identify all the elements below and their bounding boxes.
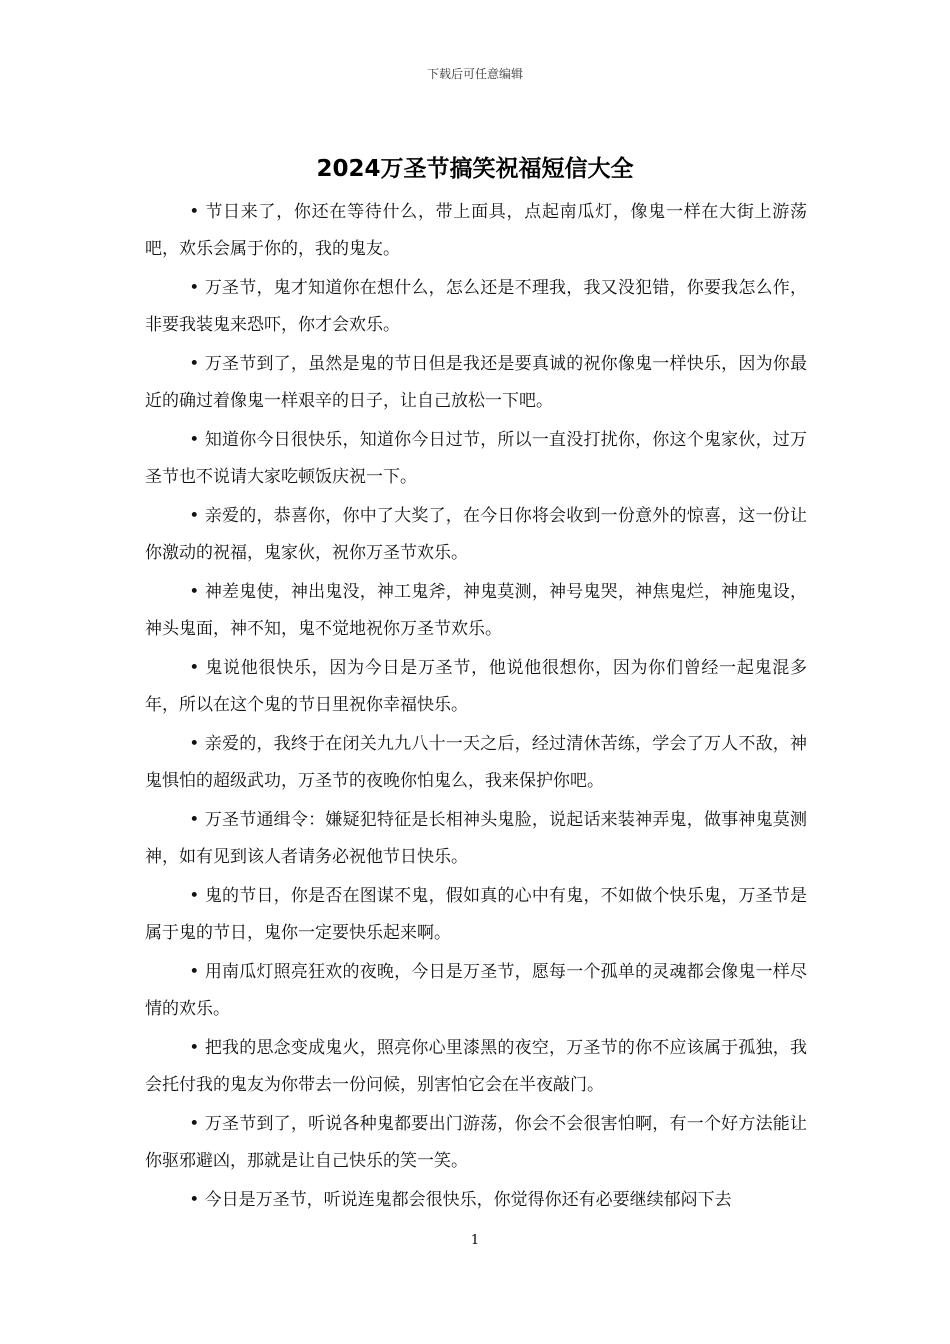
document-title: 2024万圣节搞笑祝福短信大全 [316, 156, 634, 182]
paragraph: • 用南瓜灯照亮狂欢的夜晚，今日是万圣节，愿每一个孤单的灵魂都会像鬼一样尽情的欢乐。 [145, 962, 807, 1019]
paragraph: • 亲爱的，我终于在闭关九九八十一天之后，经过清休苦练，学会了万人不敌，神鬼惧怕的超级武功，万圣节的夜晚你怕鬼么，我来保护你吧。 [145, 734, 807, 791]
paragraph: • 万圣节到了，虽然是鬼的节日但是我还是要真诚的祝你像鬼一样快乐，因为你最近的确过着像鬼一样艰辛的日子，让自己放松一下吧。 [145, 354, 807, 411]
paragraph: • 万圣节通缉令：嫌疑犯特征是长相神头鬼脸，说起话来装神弄鬼，做事神鬼莫测神，如有见到该人者请务必祝他节日快乐。 [145, 810, 807, 867]
paragraph: • 万圣节，鬼才知道你在想什么，怎么还是不理我，我又没犯错，你要我怎么作，非要我装鬼来恐吓，你才会欢乐。 [145, 278, 807, 335]
paragraph: • 万圣节到了，听说各种鬼都要出门游荡，你会不会很害怕啊，有一个好方法能让你驱邪避凶，那就是让自己快乐的笑一笑。 [145, 1114, 807, 1171]
paragraph: • 神差鬼使，神出鬼没，神工鬼斧，神鬼莫测，神号鬼哭，神焦鬼烂，神施鬼设，神头鬼面，神不知，鬼不觉地祝你万圣节欢乐。 [145, 582, 807, 639]
paragraph: • 节日来了，你还在等待什么，带上面具，点起南瓜灯，像鬼一样在大街上游荡吧，欢乐会属于你的，我的鬼友。 [145, 202, 807, 259]
paragraph: • 知道你今日很快乐，知道你今日过节，所以一直没打扰你，你这个鬼家伙，过万圣节也不说请大家吃顿饭庆祝一下。 [145, 430, 807, 487]
paragraph: • 亲爱的，恭喜你，你中了大奖了，在今日你将会收到一份意外的惊喜，这一份让你激动的祝福，鬼家伙，祝你万圣节欢乐。 [145, 506, 807, 563]
paragraph: • 鬼说他很快乐，因为今日是万圣节，他说他很想你，因为你们曾经一起鬼混多年，所以在这个鬼的节日里祝你幸福快乐。 [145, 658, 807, 715]
document-body [145, 194, 807, 1221]
paragraph: • 今日是万圣节，听说连鬼都会很快乐，你觉得你还有必要继续郁闷下去 [189, 1190, 732, 1210]
page-header: 下载后可任意编辑 [426, 67, 523, 81]
paragraph: • 鬼的节日，你是否在图谋不鬼，假如真的心中有鬼，不如做个快乐鬼，万圣节是属于鬼的节日，鬼你一定要快乐起来啊。 [145, 886, 807, 943]
page-number: 1 [470, 1233, 480, 1248]
paragraph: • 把我的思念变成鬼火，照亮你心里漆黑的夜空，万圣节的你不应该属于孤独，我会托付我的鬼友为你带去一份问候，别害怕它会在半夜敲门。 [145, 1038, 807, 1095]
